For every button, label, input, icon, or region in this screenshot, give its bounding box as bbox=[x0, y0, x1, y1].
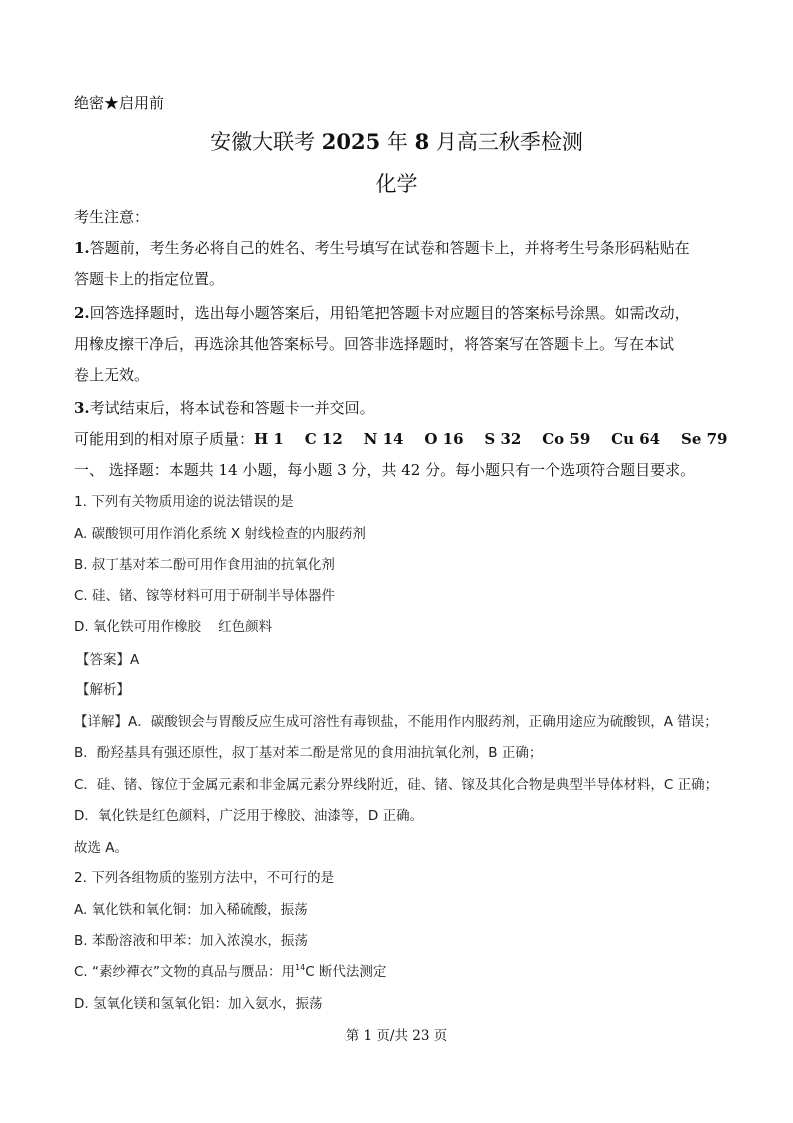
notice-item-3 bbox=[74, 393, 734, 424]
notice-item-1 bbox=[74, 233, 734, 295]
subject-title: 化学 bbox=[375, 172, 418, 196]
notice-line bbox=[74, 393, 734, 424]
title-part: 安徽大联考 bbox=[210, 130, 322, 154]
question-1-stem: 1. 下列有关物质用途的说法错误的是 bbox=[74, 494, 294, 510]
option-text: C. “素纱襌衣”文物的真品与赝品：用 bbox=[74, 964, 295, 980]
question-1-option-c: C. 硅、锗、镓等材料可用于研制半导体器件 bbox=[74, 588, 336, 604]
detail-line: C．硅、锗、镓位于金属元素和非金属元素分界线附近，硅、锗、镓及其化合物是典型半导体材料，C 正确； bbox=[74, 777, 719, 793]
question-2-option-c bbox=[74, 960, 386, 980]
page-footer: 第 1 页/共 23 页 bbox=[345, 1028, 448, 1044]
section-heading: 一、 选择题：本题共 14 小题，每小题 3 分，共 42 分。每小题只有一个选项符合题目要求。 bbox=[74, 461, 696, 479]
atomic-masses-values: H 1 C 12 N 14 O 16 S 32 Co 59 Cu 64 Se 79 bbox=[254, 430, 728, 448]
notice-line: 答题卡上的指定位置。 bbox=[74, 270, 225, 288]
detail-line: D．氧化铁是红色颜料，广泛用于橡胶、油漆等，D 正确。 bbox=[74, 808, 424, 824]
question-1-option-b: B. 叔丁基对苯二酚可用作食用油的抗氧化剂 bbox=[74, 557, 335, 573]
title-year: 2025 bbox=[321, 129, 381, 154]
notice-text: 考试结束后，将本试卷和答题卡一并交回。 bbox=[89, 399, 375, 417]
title-part: 月高三秋季检测 bbox=[429, 130, 583, 154]
atomic-masses-label: 可能用到的相对原子质量： bbox=[74, 430, 255, 448]
notice-line bbox=[74, 233, 734, 264]
question-1-option-a: A. 碳酸钡可用作消化系统 X 射线检查的内服药剂 bbox=[74, 526, 366, 542]
analysis-label: 【解析】 bbox=[76, 682, 130, 698]
detail-line: B．酚羟基具有强还原性，叔丁基对苯二酚是常见的食用油抗氧化剂，B 正确； bbox=[74, 745, 543, 761]
notice-text: 答题前，考生务必将自己的姓名、考生号填写在试卷和答题卡上，并将考生号条形码粘贴在 bbox=[89, 239, 690, 257]
notice-number: 3. bbox=[74, 399, 90, 417]
exam-title bbox=[0, 126, 793, 156]
notice-number: 2. bbox=[74, 304, 90, 322]
notice-text: 回答选择题时，选出每小题答案后，用铅笔把答题卡对应题目的答案标号涂黑。如需改动， bbox=[89, 304, 690, 322]
isotope-mass-number: 14 bbox=[295, 963, 306, 972]
atomic-masses bbox=[74, 428, 727, 449]
option-text: 断代法测定 bbox=[314, 964, 387, 980]
conclusion-line: 故选 A。 bbox=[74, 840, 129, 856]
title-month: 8 bbox=[414, 129, 430, 154]
notice-heading: 考生注意： bbox=[74, 208, 150, 226]
secret-label: 绝密★启用前 bbox=[74, 94, 165, 112]
notice-line: 用橡皮擦干净后，再选涂其他答案标号。回答非选择题时，将答案写在答题卡上。写在本试 bbox=[74, 335, 675, 353]
notice-number: 1. bbox=[74, 239, 90, 257]
question-2-option-d: D. 氢氧化镁和氢氧化铝：加入氨水，振荡 bbox=[74, 996, 323, 1012]
notice-item-2 bbox=[74, 298, 734, 391]
detail-line: 【详解】A．碳酸钡会与胃酸反应生成可溶性有毒钡盐，不能用作内服药剂，正确用途应为硫酸钡，A 错误； bbox=[74, 714, 718, 730]
question-1-option-d: D. 氧化铁可用作橡胶 红色颜料 bbox=[74, 619, 273, 635]
isotope-element: C bbox=[305, 964, 315, 980]
notice-line bbox=[74, 298, 734, 329]
notice-line: 卷上无效。 bbox=[74, 366, 150, 384]
question-2-option-b: B. 苯酚溶液和甲苯：加入浓溴水，振荡 bbox=[74, 933, 308, 949]
question-2-stem: 2. 下列各组物质的鉴别方法中，不可行的是 bbox=[74, 870, 335, 886]
title-part: 年 bbox=[380, 130, 415, 154]
question-2-option-a: A. 氧化铁和氧化铜：加入稀硫酸，振荡 bbox=[74, 902, 308, 918]
answer-label: 【答案】A bbox=[76, 652, 140, 668]
